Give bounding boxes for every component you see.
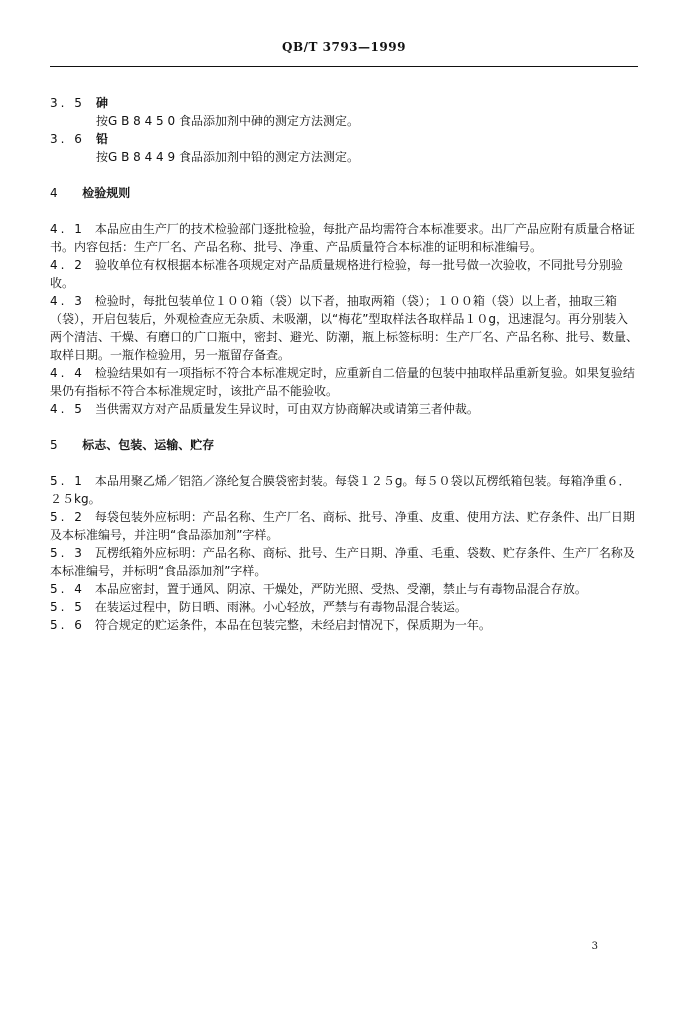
clause-text: 当供需双方对产品质量发生异议时，可由双方协商解决或请第三者仲裁。: [94, 402, 479, 416]
subsection-3-5-body: 按G B 8 4 5 0 食品添加剂中砷的测定方法测定。: [96, 114, 359, 128]
page-number: 3: [591, 941, 598, 952]
subsection-3-6-heading: [50, 130, 638, 148]
clause-number: 5. 5: [50, 600, 85, 614]
clause-5-6: [50, 616, 638, 634]
clause-text: 验收单位有权根据本标准各项规定对产品质量规格进行检验，每一批号做一次验收，不同批号分别验收。: [50, 258, 623, 290]
clause-number: 5. 1: [50, 474, 85, 488]
clause-number: 5. 6: [50, 618, 85, 632]
clause-number: 5. 2: [50, 510, 85, 524]
clause-4-4: [50, 364, 638, 400]
section-title: 检验规则: [82, 186, 131, 200]
clause-5-2: [50, 508, 638, 544]
subsection-number: 3. 5: [50, 96, 85, 110]
clause-text: 每袋包装外应标明：产品名称、生产厂名、商标、批号、净重、皮重、使用方法、贮存条件、出厂日期及本标准编号，并注明“食品添加剂”字样。: [50, 510, 635, 542]
document-body: [50, 94, 638, 634]
clause-number: 4. 2: [50, 258, 85, 272]
clause-number: 4. 5: [50, 402, 85, 416]
clause-number: 4. 1: [50, 222, 85, 236]
subsection-title: 砷: [96, 96, 109, 110]
clause-text: 符合规定的贮运条件，本品在包装完整，未经启封情况下，保质期为一年。: [94, 618, 491, 632]
clause-4-5: [50, 400, 638, 418]
clause-text: 本品应由生产厂的技术检验部门逐批检验，每批产品均需符合本标准要求。出厂产品应附有质量合格证书。内容包括：生产厂名、产品名称、批号、净重、产品质量符合本标准的证明和标准编号。: [50, 222, 635, 254]
clause-number: 5. 4: [50, 582, 85, 596]
section-number: 4: [50, 186, 58, 200]
clause-text: 本品应密封，置于通风、阴凉、干燥处，严防光照、受热、受潮，禁止与有毒物品混合存放。: [94, 582, 587, 596]
subsection-title: 铅: [96, 132, 109, 146]
section-4-heading: [50, 184, 638, 202]
subsection-3-6-body: 按G B 8 4 4 9 食品添加剂中铅的测定方法测定。: [96, 150, 359, 164]
clause-5-3: [50, 544, 638, 580]
section-5-heading: [50, 436, 638, 454]
section-number: 5: [50, 438, 58, 452]
clause-4-2: [50, 256, 638, 292]
clause-5-5: [50, 598, 638, 616]
clause-number: 4. 3: [50, 294, 85, 308]
subsection-3-5-heading: [50, 94, 638, 112]
clause-5-1: [50, 472, 638, 508]
section-title: 标志、包装、运输、贮存: [82, 438, 215, 452]
clause-number: 5. 3: [50, 546, 85, 560]
clause-number: 4. 4: [50, 366, 85, 380]
header-rule: [50, 66, 638, 67]
clause-5-4: [50, 580, 638, 598]
clause-4-1: [50, 220, 638, 256]
clause-text: 检验结果如有一项指标不符合本标准规定时，应重新自二倍量的包装中抽取样品重新复验。如果复验结果仍有指标不符合本标准规定时，该批产品不能验收。: [50, 366, 635, 398]
clause-text: 本品用聚乙烯／铝箔／涤纶复合膜袋密封装。每袋１２５g。每５０袋以瓦楞纸箱包装。每箱净重６．２５kg。: [50, 474, 631, 506]
clause-text: 在装运过程中，防日晒、雨淋。小心轻放，严禁与有毒物品混合装运。: [94, 600, 467, 614]
clause-text: 检验时，每批包装单位１００箱（袋）以下者，抽取两箱（袋）；１００箱（袋）以上者，抽取三箱（袋），开启包装后，外观检查应无杂质、未吸潮，以“梅花”型取样法各取样品１０g，迅速混匀。再分别装入两个清洁、干燥、有磨口的广口瓶中，密封、避光、防潮，瓶上标签标明：生产厂名、产品名称、批号、数量、取样日期。一瓶作检验用，另一瓶留存备查。: [50, 294, 639, 362]
standard-code-header: QB/T 3793—1999: [282, 40, 406, 54]
subsection-number: 3. 6: [50, 132, 85, 146]
clause-4-3: [50, 292, 638, 364]
clause-text: 瓦楞纸箱外应标明：产品名称、商标、批号、生产日期、净重、毛重、袋数、贮存条件、生产厂名称及本标准编号，并标明“食品添加剂”字样。: [50, 546, 635, 578]
